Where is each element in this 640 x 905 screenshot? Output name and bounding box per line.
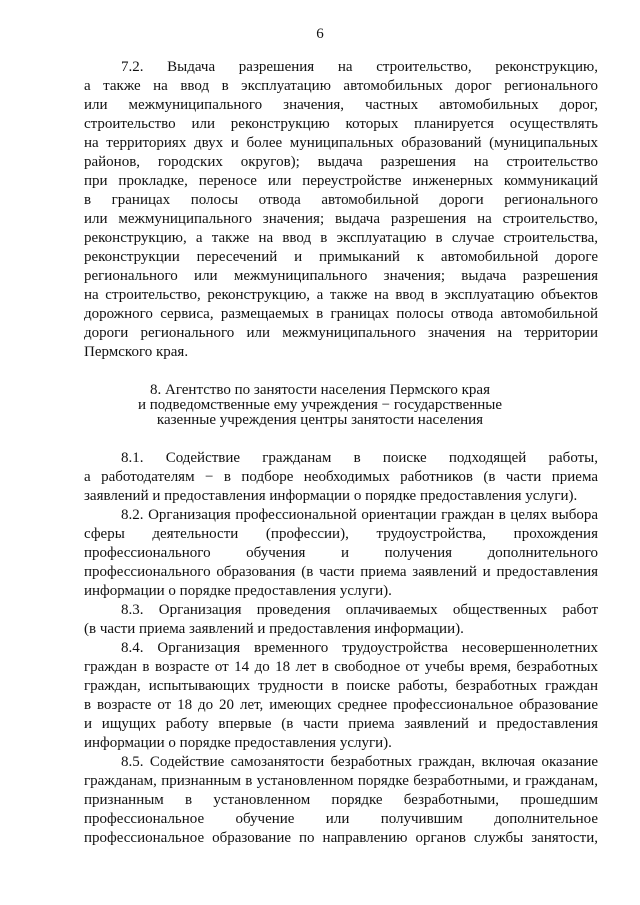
heading-line: казенные учреждения центры занятости населения [156, 412, 484, 428]
paragraph-line: в границах полосы отвода автомобильной дороги регионального [84, 192, 598, 208]
paragraph-line: на строительство, реконструкцию, а также на ввод в эксплуатацию объектов [84, 287, 598, 303]
paragraph-line: информации о порядке предоставления услуги). [84, 735, 392, 751]
paragraph-line: граждан в возрасте от 14 до 18 лет в свободное от учебы время, безработных [84, 659, 598, 675]
paragraph-line: или межмуниципального значения; выдача разрешения на строительство, [84, 211, 598, 227]
paragraph-line: заявлений и предоставления информации о порядке предоставления услуги). [84, 488, 578, 504]
paragraph-line: признанным в установленном порядке безработными, прошедшим [84, 792, 598, 808]
paragraph-line: 7.2. Выдача разрешения на строительство, реконструкцию, [121, 59, 598, 75]
paragraph-line: дорожного сервиса, размещаемых в границах полосы отвода автомобильной [84, 306, 598, 322]
paragraph-line: или межмуниципального значения, частных автомобильных дорог, [84, 97, 598, 113]
paragraph-line: граждан, испытывающих трудности в поиске работы, безработных граждан [84, 678, 598, 694]
paragraph-line: профессионального обучения и получения дополнительного [84, 545, 598, 561]
paragraph-line: районов, городских округов); выдача разрешения на строительство [84, 154, 598, 170]
paragraph-line: на территориях двух и более муниципальных образований (муниципальных [84, 135, 598, 151]
paragraph-line: регионального или межмуниципального значения; выдача разрешения [84, 268, 598, 284]
paragraph-line: а также на ввод в эксплуатацию автомобильных дорог регионального [84, 78, 598, 94]
paragraph-line: реконструкции пересечений и примыканий к автомобильной дороге [84, 249, 598, 265]
paragraph-line: строительство или реконструкцию которых планируется осуществлять [84, 116, 598, 132]
paragraph-line: 8.4. Организация временного трудоустройства несовершеннолетних [121, 640, 598, 656]
paragraph-line: гражданам, признанным в установленном порядке безработными, и гражданам, [84, 773, 598, 789]
paragraph-line: в возрасте от 18 до 20 лет, имеющих среднее профессиональное образование [84, 697, 598, 713]
paragraph-line: 8.2. Организация профессиональной ориентации граждан в целях выбора [121, 507, 598, 523]
paragraph-line: сферы деятельности (профессии), трудоустройства, прохождения [84, 526, 598, 542]
paragraph-line: Пермского края. [84, 344, 189, 360]
paragraph-line: а работодателям − в подборе необходимых работников (в части приема [84, 469, 598, 485]
paragraph-line: дороги регионального или межмуниципального значения на территории [84, 325, 598, 341]
paragraph-line: при прокладке, переносе или переустройстве инженерных коммуникаций [84, 173, 598, 189]
paragraph-line: и ищущих работу впервые (в части приема заявлений и предоставления [84, 716, 598, 732]
paragraph-line: профессиональное образование по направлению органов службы занятости, [84, 830, 598, 846]
heading-line: 8. Агентство по занятости населения Пермского края [149, 382, 490, 398]
paragraph-line: реконструкцию, а также на ввод в эксплуатацию в случае строительства, [84, 230, 598, 246]
paragraph-line: 8.1. Содействие гражданам в поиске подходящей работы, [121, 450, 598, 466]
paragraph-line: профессиональное обучение или получившим дополнительное [84, 811, 598, 827]
paragraph-line: 8.5. Содействие самозанятости безработных граждан, включая оказание [121, 754, 598, 770]
paragraph-line: 8.3. Организация проведения оплачиваемых общественных работ [121, 602, 598, 618]
paragraph-line: профессионального образования (в части приема заявлений и предоставления [84, 564, 598, 580]
heading-line: и подведомственные ему учреждения − государственные [138, 397, 502, 413]
paragraph-line: информации о порядке предоставления услуги). [84, 583, 392, 599]
page-number: 6 [316, 26, 324, 42]
paragraph-line: (в части приема заявлений и предоставления информации). [84, 621, 464, 637]
